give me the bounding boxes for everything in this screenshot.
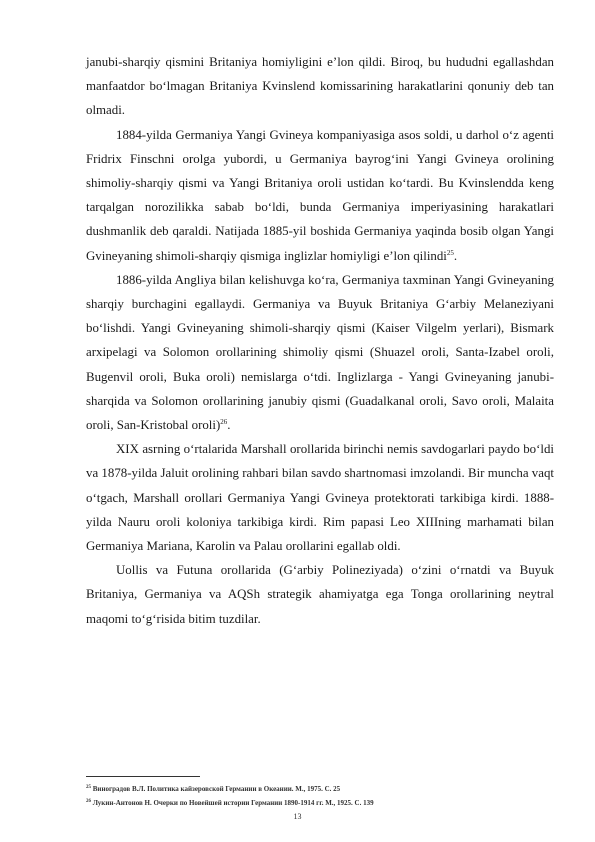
footnote-25 xyxy=(86,782,554,796)
paragraph-2-text: 1884-yilda Germaniya Yangi Gvineya kompaniyasiga asos soldi, u darhol o‘z agenti Fridrix Finschni orolga yubordi, u Germaniya bayrog‘ini Yangi Gvineya orolining shimoliy-sharqiy qismi va Yangi Britaniya oroli ustidan ko‘tardi. Bu Kvinslendda keng tarqalgan norozilikka sabab bo‘ldi, bunda Germaniya imperiyasining harakatlari dushmanlik deb qaraldi. Natijada 1885-yil boshida Germaniya yaqinda bosib olgan Yangi Gvineyaning shimoli-sharqiy qismiga inglizlar homiyligi e’lon qilindi xyxy=(86,127,554,263)
footnote-text: Лукин-Антонов Н. Очерки по Новейшей истории Германии 1890-1914 гг. М., 1925. С. 139 xyxy=(92,799,374,807)
paragraph-3-tail: . xyxy=(227,418,231,433)
paragraph-4-text: XIX asrning o‘rtalarida Marshall orollarida birinchi nemis savdogarlari paydo bo‘ldi va 1878-yilda Jaluit orolining rahbari bilan savdo shartnomasi imzolandi. Bir muncha vaqt o‘tgach, Marshall orollari Germaniya Yangi Gvineya protektorati tarkibiga kirdi. 1888-yilda Nauru oroli koloniya tarkibiga kirdi. Rim papasi Leo XIIIning marhamati bilan Germaniya Mariana, Karolin va Palau orollarini egallab oldi. xyxy=(86,442,554,554)
paragraph-2 xyxy=(86,123,554,268)
paragraph-1-text: janubi-sharqiy qismini Britaniya homiyligini e’lon qildi. Biroq, bu hududni egallashdan manfaatdor bo‘lmagan Britaniya Kvinslend komissarining harakatlarini qonuniy deb tan olmadi. xyxy=(86,55,554,118)
footnote-separator xyxy=(86,776,200,777)
paragraph-5 xyxy=(86,558,554,631)
paragraph-3 xyxy=(86,268,554,437)
footnote-ref-25[interactable]: 25 xyxy=(446,248,454,257)
paragraph-2-tail: . xyxy=(453,248,458,263)
footnotes xyxy=(86,782,554,810)
document-body xyxy=(86,50,554,631)
footnote-number: 25 xyxy=(86,785,91,790)
paragraph-3-text: 1886-yilda Angliya bilan kelishuvga ko‘ra, Germaniya taxminan Yangi Gvineyaning sharqiy burchagini egallaydi. Germaniya va Buyuk Britaniya G‘arbiy Melaneziyani bo‘lishdi. Yangi Gvineyaning shimoli-sharqiy qismi (Kaiser Vilgelm yerlari), Bismark arxipelagi va Solomon orollarining shimoliy qismi (Shuazel oroli, Santa-Izabel oroli, Bugenvil oroli, Buka oroli) nemislarga o‘tdi. Inglizlarga - Yangi Gvineyaning janubi-sharqida va Solomon orollarining janubiy qismi (Guadalkanal oroli, Savo oroli, Malaita oroli, San-Kristobal oroli) xyxy=(86,272,554,433)
footnote-text: Виноградов В.Л. Политика кайзеровской Германии в Океании. М., 1975. С. 25 xyxy=(92,785,341,793)
paragraph-1 xyxy=(86,50,554,123)
page-number: 13 xyxy=(293,812,302,821)
paragraph-4 xyxy=(86,437,554,558)
footnote-26 xyxy=(86,796,554,810)
footnote-number: 26 xyxy=(86,799,91,804)
paragraph-5-text: Uollis va Futuna orollarida (G‘arbiy Polineziyada) o‘zini o‘rnatdi va Buyuk Britaniya, Germaniya va AQSh strategik ahamiyatga ega Tonga orollarining neytral maqomi to‘g‘risida bitim tuzdilar. xyxy=(86,563,554,626)
footnote-ref-26[interactable]: 26 xyxy=(220,418,228,427)
